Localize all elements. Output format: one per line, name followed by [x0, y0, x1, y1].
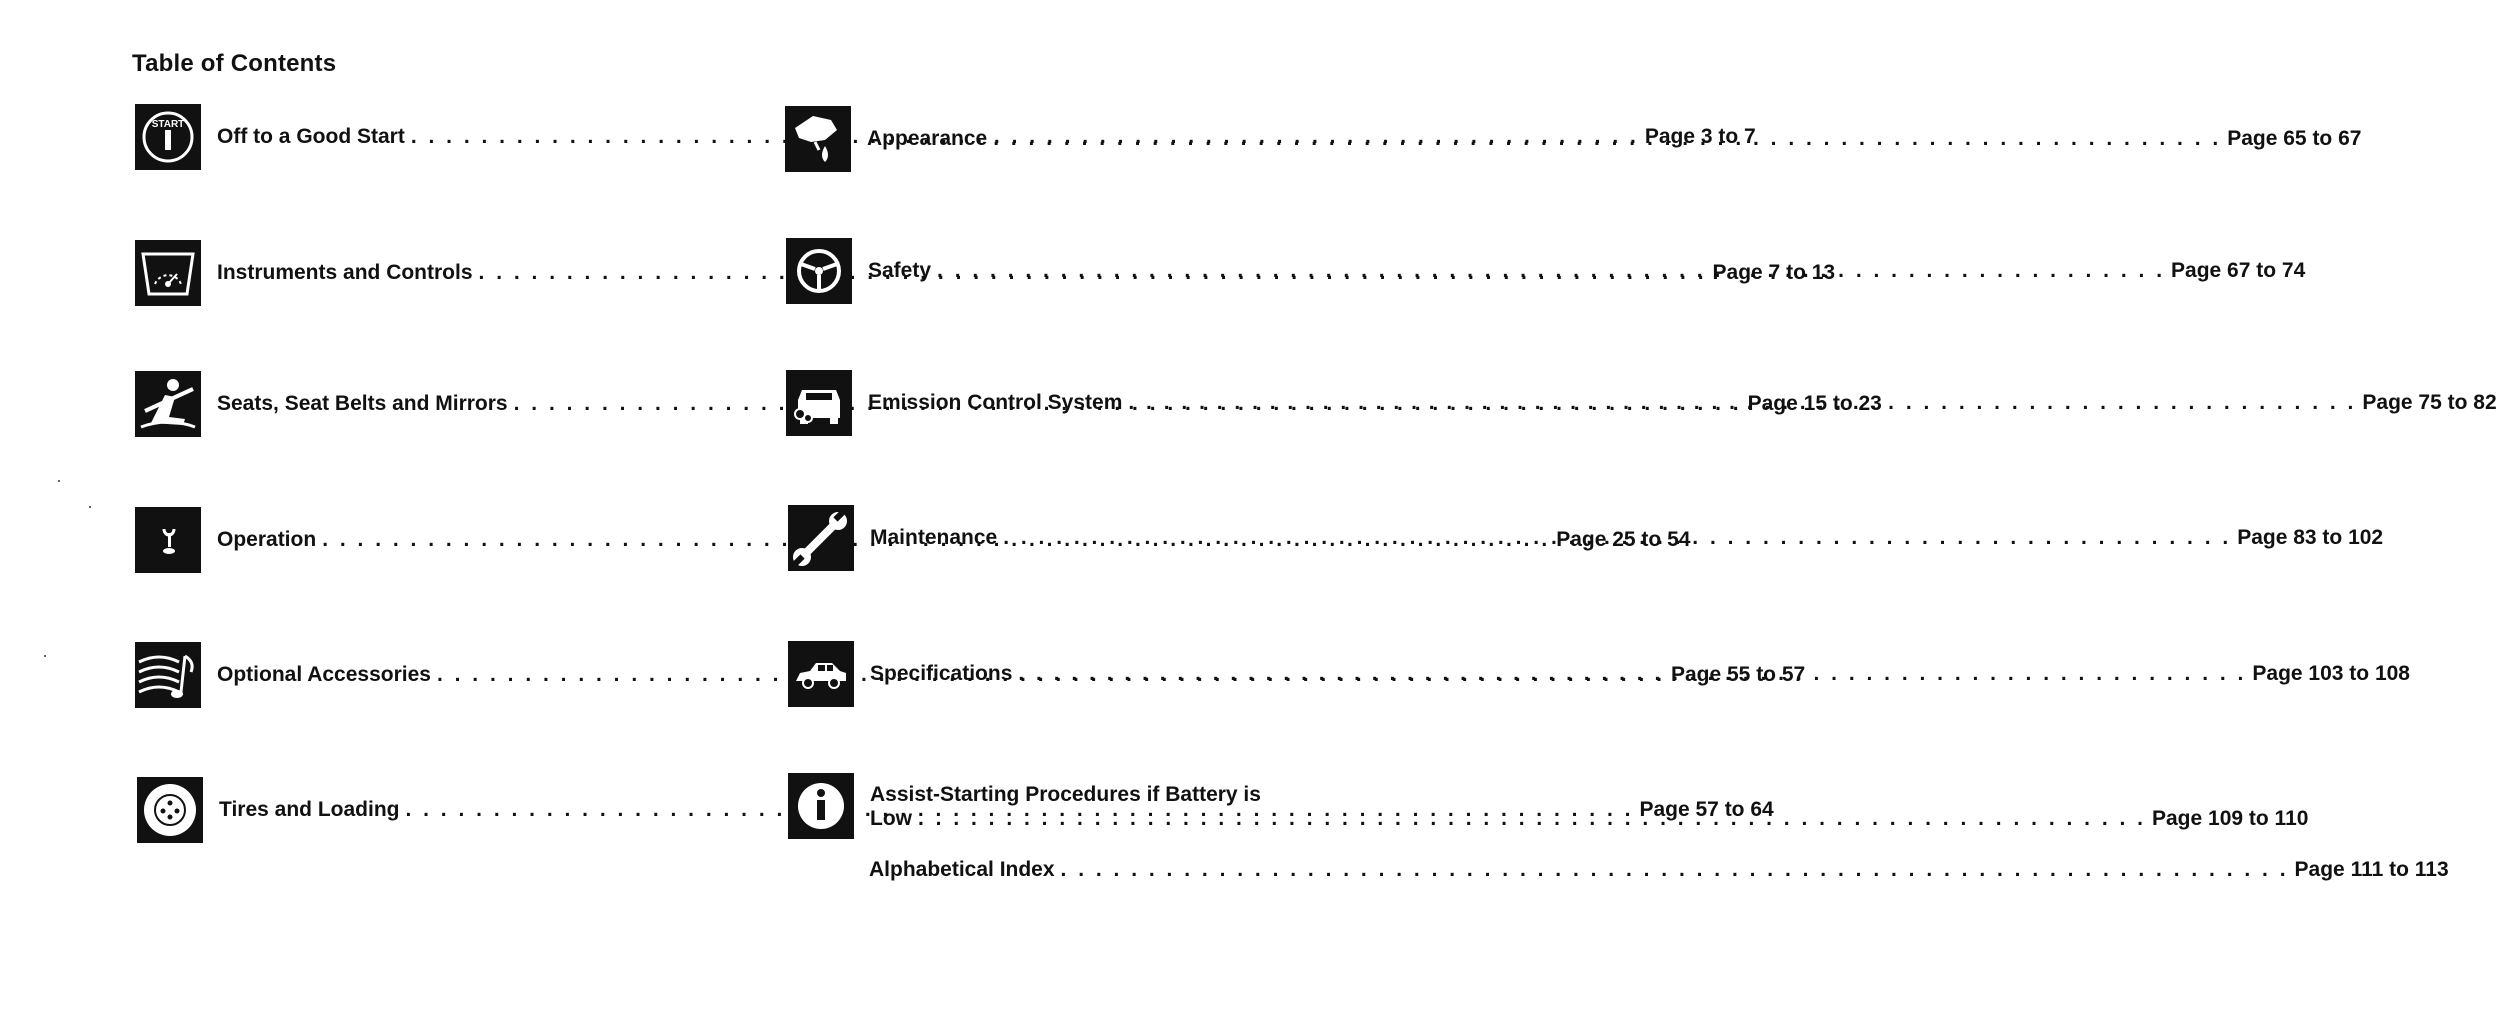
entry-label: Tires and Loading [219, 798, 400, 821]
entry-label: Alphabetical Index [869, 858, 1055, 881]
page-title: Table of Contents [132, 50, 337, 77]
page-range: Page 83 to 102 [2237, 526, 2384, 549]
page-range: Page 65 to 67 [2227, 127, 2362, 150]
leader-dots [1061, 858, 2289, 882]
page-range: Page 67 to 74 [2171, 259, 2306, 282]
entry-label-line1: Assist-Starting Procedures if Battery is [870, 783, 1261, 806]
car-side-icon [788, 641, 854, 707]
page-range: Page 103 to 108 [2252, 662, 2410, 685]
scan-speck [89, 506, 91, 508]
info-icon [788, 773, 854, 839]
page-range: Page 57 to 64 [1639, 798, 1774, 821]
seat-belt-icon [135, 371, 201, 437]
leader-dots [918, 807, 2146, 831]
exhaust-car-icon [786, 370, 852, 436]
page-range: Page 7 to 13 [1712, 261, 1836, 284]
page-range: Page 15 to 23 [1747, 392, 1882, 415]
scan-speck [58, 480, 60, 482]
entry-label: Seats, Seat Belts and Mirrors [217, 392, 508, 415]
entry-label-line2: Low [870, 807, 912, 830]
page-range: Page 3 to 7 [1644, 125, 1756, 148]
wheel-icon [137, 777, 203, 843]
page-range: Page 55 to 57 [1670, 663, 1806, 686]
scan-speck [44, 655, 46, 657]
instrument-gauge-icon [135, 240, 201, 306]
entry-label: Appearance [867, 127, 988, 150]
wrench-icon [788, 505, 854, 571]
page-range: Page 109 to 110 [2152, 807, 2309, 830]
start-key-icon [135, 104, 201, 170]
entry-label: Operation [217, 528, 317, 551]
leader-dots [937, 259, 2165, 283]
music-radio-icon [135, 642, 201, 708]
page-range: Page 75 to 82 [2362, 391, 2497, 414]
page-range: Page 25 to 54 [1556, 528, 1691, 551]
polish-hand-icon [785, 106, 851, 172]
entry-label: Optional Accessories [217, 663, 431, 686]
leader-dots [1018, 662, 2246, 686]
toc-entry-alphabetical-index[interactable] [869, 852, 2449, 888]
svg-text:START: START [151, 119, 185, 130]
entry-label: Emission Control System [868, 391, 1123, 414]
page-range: Page 111 to 113 [2294, 858, 2449, 881]
leader-dots [1128, 391, 2356, 415]
entry-label: Off to a Good Start [217, 125, 405, 148]
leader-dots [993, 127, 2221, 151]
gear-shift-icon [135, 507, 201, 573]
entry-label: Maintenance [870, 526, 998, 549]
steering-wheel-icon [786, 238, 852, 304]
entry-label: Safety [868, 259, 932, 282]
entry-label: Instruments and Controls [217, 261, 473, 284]
entry-label: Specifications [870, 662, 1013, 685]
leader-dots [1003, 526, 2231, 550]
